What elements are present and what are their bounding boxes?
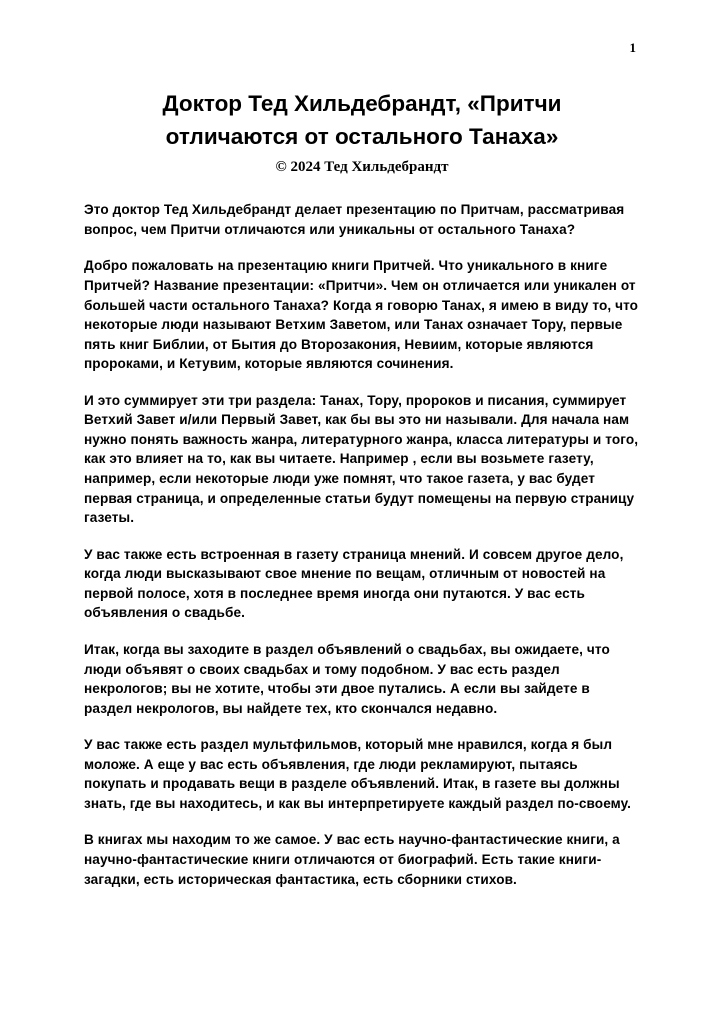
document-title: Доктор Тед Хильдебрандт, «Притчи отличаются от остального Танаха» <box>162 91 562 149</box>
page-number: 1 <box>629 40 636 55</box>
paragraph: Итак, когда вы заходите в раздел объявлений о свадьбах, вы ожидаете, что люди объявят о своих свадьбах и тому подобном. У вас есть раздел некрологов; вы не хотите, чтобы эти двое путались. А если вы зайдете в раздел некрологов, вы найдете тех, кто скончался недавно. <box>84 641 610 716</box>
paragraph: И это суммирует эти три раздела: Танах, Тору, пророков и писания, суммирует Ветхий Завет и/или Первый Завет, как бы вы это ни называли. Для начала нам нужно понять важность жанра, литературного жанра, класса литературы и того, как это влияет на то, как вы читаете. Например , если вы возьмете газету, например, если некоторые люди уже помнят, что такое газета, у вас будет первая страница, и определенные статьи будут помещены на первую страницу газеты. <box>84 392 639 526</box>
paragraph: У вас также есть раздел мультфильмов, который мне нравился, когда я был моложе. А еще у вас есть объявления, где люди рекламируют, пытаясь покупать и продавать вещи в разделе объявлений. Итак, в газете вы должны знать, где вы находитесь, и как вы интерпретируете каждый раздел по-своему. <box>84 737 631 811</box>
paragraph: В книгах мы находим то же самое. У вас есть научно-фантастические книги, а научно-фантастические книги отличаются от биографий. Есть такие книги-загадки, есть историческая фантастика, есть сборники стихов. <box>84 832 620 887</box>
paragraph: Добро пожаловать на презентацию книги Притчей. Что уникального в книге Притчей? Название презентации: «Притчи». Чем он отличается или уникален от большей части остального Танаха? Когда я говорю Танах, я имею в виду то, что некоторые люди называют Ветхим Заветом, или Танах означает Тору, первые пять книг Библии, от Бытия до Второзакония, Невиим, которые являются пророками, и Кетувим, которые являются сочинения. <box>84 258 639 372</box>
paragraph: Это доктор Тед Хильдебрандт делает презентацию по Притчам, рассматривая вопрос, чем Притчи отличаются или уникальны от остального Танаха? <box>84 202 625 237</box>
paragraph: У вас также есть встроенная в газету страница мнений. И совсем другое дело, когда люди высказывают свое мнение по вещам, отличным от новостей на первой полосе, хотя в последнее время иногда они путаются. У вас есть объявления о свадьбе. <box>84 546 624 621</box>
document-body <box>84 200 640 889</box>
copyright-line: © 2024 Тед Хильдебрандт <box>275 159 449 176</box>
